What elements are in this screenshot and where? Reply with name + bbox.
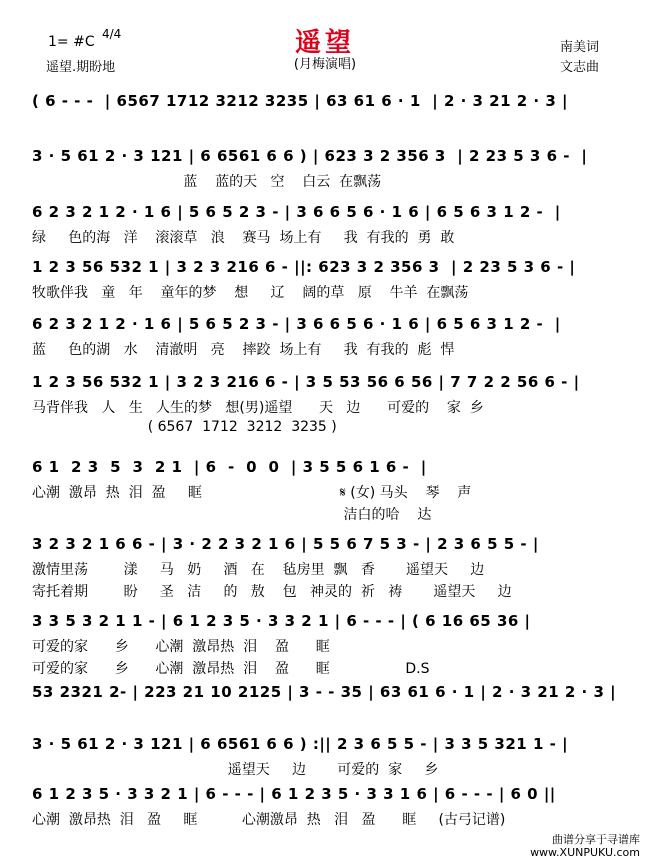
- lyric-line: 心潮 激昂热 泪 盈 眶 心潮激昂 热 泪 盈 眶 (古弓记谱): [32, 812, 506, 828]
- lyric-line: 可爱的家 乡 心潮 激昂热 泪 盈 眶 D.S: [32, 661, 430, 677]
- lyric-line: 马背伴我 人 生 人生的梦 想(男)遥望 天 边 可爱的 家 乡: [32, 400, 484, 416]
- composer: 文志曲: [560, 60, 600, 75]
- lyric-line: ( 6567 1712 3212 3235 ): [32, 419, 337, 435]
- lyric-line: 蓝 蓝的天 空 白云 在飘荡: [32, 174, 382, 190]
- notation-line: 1 2 3 56 532 1 | 3 2 3 216 6 - ||: 623 3 2 356 3 | 2 23 5 3 6 - |: [32, 258, 576, 276]
- key-signature: 1= #C: [48, 34, 95, 50]
- lyric-line: 寄托着期 盼 圣 洁 的 敖 包 神灵的 祈 祷 遥望天 边: [32, 584, 512, 600]
- score-row: [0, 147, 650, 190]
- score-row: [0, 535, 650, 600]
- watermark-line-1: 曲谱分享于寻谱库: [552, 833, 640, 846]
- time-signature: 4/4: [102, 27, 122, 41]
- score-row: [0, 373, 650, 435]
- lyric-line: 蓝 色的湖 水 清澈明 亮 摔跤 场上有 我 有我的 彪 悍: [32, 342, 455, 358]
- lyric-line: 牧歌伴我 童 年 童年的梦 想 辽 阔的草 原 牛羊 在飘荡: [32, 285, 469, 301]
- score-row: [0, 735, 650, 778]
- notation-line: 6 1 2 3 5 3 2 1 | 6 - 0 0 | 3 5 5 6 1 6 - |: [32, 458, 427, 476]
- notation-line: 3 2 3 2 1 6 6 - | 3 · 2 2 3 2 1 6 | 5 5 6 7 5 3 - | 2 3 6 5 5 - |: [32, 535, 539, 553]
- tempo-marking: 遥望.期盼地: [46, 60, 116, 75]
- notation-line: 53 2321 2- | 223 21 10 2125 | 3 - - 35 | 63 61 6 · 1 | 2 · 3 21 2 · 3 |: [32, 683, 617, 701]
- notation-line: 3 · 5 61 2 · 3 121 | 6 6561 6 6 ) | 623 3 2 356 3 | 2 23 5 3 6 - |: [32, 147, 588, 165]
- lyric-line: 心潮 激昂 热 泪 盈 眶 𝄋 (女) 马头 琴 声: [32, 485, 472, 501]
- score-row: [0, 458, 650, 523]
- lyric-line: 绿 色的海 洋 滚滚草 浪 赛马 场上有 我 有我的 勇 敢: [32, 230, 455, 246]
- lyric-line: 遥望天 边 可爱的 家 乡: [32, 762, 439, 778]
- score-row: [0, 258, 650, 301]
- notation-line: ( 6 - - - | 6567 1712 3212 3235 | 63 61 6 · 1 | 2 · 3 21 2 · 3 |: [32, 92, 568, 110]
- score-row: [0, 683, 650, 719]
- watermark: [530, 833, 640, 859]
- notation-line: 1 2 3 56 532 1 | 3 2 3 216 6 - | 3 5 53 56 6 56 | 7 7 2 2 56 6 - |: [32, 373, 580, 391]
- notation-line: 6 2 3 2 1 2 · 1 6 | 5 6 5 2 3 - | 3 6 6 5 6 · 1 6 | 6 5 6 3 1 2 - |: [32, 315, 561, 333]
- lyric-line: 可爱的家 乡 心潮 激昂热 泪 盈 眶: [32, 639, 330, 655]
- lyric-line: 激情里荡 漾 马 奶 酒 在 毡房里 飘 香 遥望天 边: [32, 562, 485, 578]
- score-row: [0, 612, 650, 677]
- notation-line: 6 1 2 3 5 · 3 3 2 1 | 6 - - - | 6 1 2 3 5 · 3 3 1 6 | 6 - - - | 6 0 ||: [32, 785, 556, 803]
- score-row: [0, 785, 650, 828]
- notation-line: 3 3 5 3 2 1 1 - | 6 1 2 3 5 · 3 3 2 1 | 6 - - - | ( 6 16 65 36 |: [32, 612, 531, 630]
- score-row: [0, 92, 650, 128]
- performer: (月梅演唱): [293, 57, 357, 72]
- notation-line: 3 · 5 61 2 · 3 121 | 6 6561 6 6 ) :|| 2 3 6 5 5 - | 3 3 5 321 1 - |: [32, 735, 569, 753]
- notation-line: 6 2 3 2 1 2 · 1 6 | 5 6 5 2 3 - | 3 6 6 5 6 · 1 6 | 6 5 6 3 1 2 - |: [32, 203, 561, 221]
- lyricist: 南美词: [560, 40, 600, 55]
- score-row: [0, 315, 650, 358]
- score-row: [0, 203, 650, 246]
- lyric-line: 洁白的哈 达: [32, 507, 432, 523]
- song-title: 遥望: [294, 28, 355, 58]
- watermark-line-2: www.XUNPUKU.com: [530, 846, 640, 859]
